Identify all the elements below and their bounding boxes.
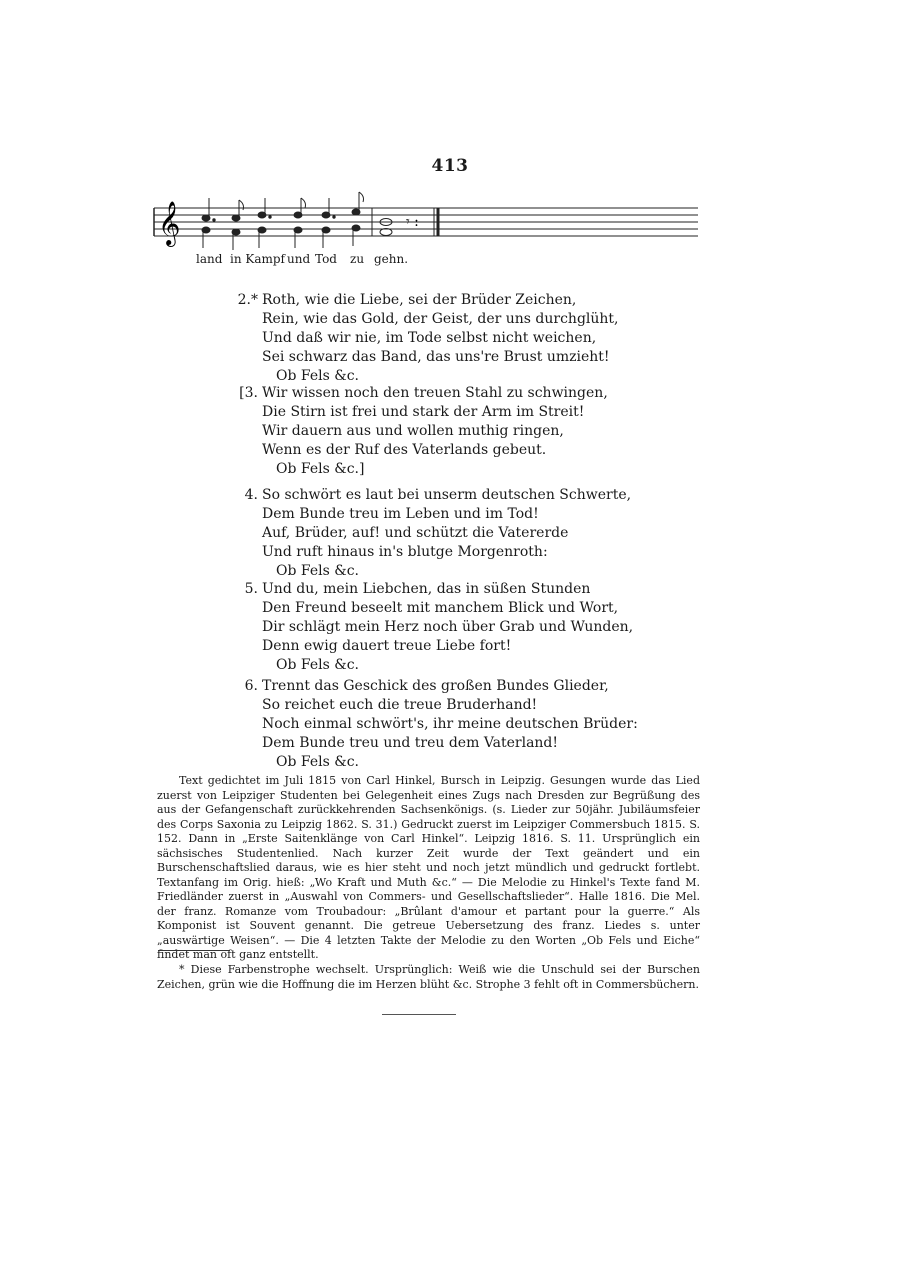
verse-line: Auf, Brüder, auf! und schützt die Vatererde — [262, 525, 569, 541]
verse-line: Denn ewig dauert treue Liebe fort! — [262, 638, 512, 654]
verse-line: Und ruft hinaus in's blutge Morgenroth: — [262, 544, 548, 560]
verse-refrain: Ob Fels &c. — [276, 754, 359, 770]
editorial-note — [157, 774, 700, 963]
verse-line: Dir schlägt mein Herz noch über Grab und Wunden, — [262, 619, 634, 635]
stanza-number: 2.* — [237, 292, 258, 308]
lyric-syllable: land — [196, 252, 223, 266]
lyric-syllable: in Kampf — [230, 252, 286, 266]
svg-text:𝄾 :: 𝄾 : — [406, 214, 419, 230]
verse-line: Den Freund beseelt mit manchem Blick und Wort, — [262, 600, 619, 616]
end-divider — [382, 1014, 456, 1015]
verse-refrain: Ob Fels &c. — [276, 563, 359, 579]
stanza-number: 6. — [244, 678, 258, 694]
lyric-syllable: und — [287, 252, 311, 266]
footnote-divider — [158, 950, 230, 951]
editorial-note-text: Text gedichtet im Juli 1815 von Carl Hinkel, Bursch in Leipzig. Gesungen wurde das Lied zuerst von Leipziger Studenten bei Gelegenheit eines Zugs nach Dresden zur Begrüßung des aus der Gefangenschaft zurückkehrenden Sachsenkönigs. (s. Lieder zur 50jähr. Jubiläumsfeier des Corps Saxonia zu Leipzig 1862. S. 31.) Gedruckt zuerst im Leipziger Commersbuch 1815. S. 152. Dann in „Erste Saitenklänge von Carl Hinkel“. Leipzig 1816. S. 11. Ursprünglich ein sächsisches Studentenlied. Nach kurzer Zeit wurde der Text geändert und ein Burschenschaftslied daraus, wie es hier steht und noch jetzt mündlich und gedruckt fortlebt. Textanfang im Orig. hieß: „Wo Kraft und Muth &c.“ — Die Melodie zu Hinkel's Texte fand M. Friedländer zuerst in „Auswahl von Commers- und Gesellschaftslieder“. Halle 1816. Die Mel. der franz. Romanze vom Troubadour: „Brûlant d'amour et partant pour la guerre.“ Als Komponist ist Souvent genannt. Die getreue Uebersetzung des franz. Liedes s. unter „auswärtige Weisen“. — Die 4 letzten Takte der Melodie zu den Worten „Ob Fels und Eiche“ findet man oft ganz entstellt. — [157, 774, 700, 961]
verse-line: Die Stirn ist frei und stark der Arm im Streit! — [262, 404, 585, 420]
stanza — [237, 291, 619, 386]
stanza-number: [3. — [239, 385, 258, 401]
stanza-number: 4. — [244, 487, 258, 503]
verse-refrain: Ob Fels &c. — [276, 657, 359, 673]
verse-line: Noch einmal schwört's, ihr meine deutschen Brüder: — [262, 716, 638, 732]
verse-refrain: Ob Fels &c. — [276, 368, 359, 384]
verse-line: So reichet euch die treue Bruderhand! — [262, 697, 538, 713]
verse-line: Und du, mein Liebchen, das in süßen Stunden — [262, 581, 591, 597]
verse-line: Rein, wie das Gold, der Geist, der uns durchglüht, — [262, 311, 619, 327]
treble-clef: 𝄞 — [158, 201, 181, 245]
page-number: 413 — [431, 156, 469, 176]
verse-refrain: Ob Fels &c.] — [276, 461, 365, 477]
footnote — [157, 962, 700, 992]
stanza-number: 5. — [244, 581, 258, 597]
lyric-syllable: gehn. — [374, 252, 409, 266]
verse-line: Dem Bunde treu und treu dem Vaterland! — [262, 735, 559, 751]
verse-line: Wenn es der Ruf des Vaterlands gebeut. — [262, 442, 547, 458]
stanza — [239, 384, 608, 479]
stanza — [244, 486, 632, 581]
stanza — [244, 580, 634, 675]
verse-line: Roth, wie die Liebe, sei der Brüder Zeichen, — [262, 292, 577, 308]
verse-line: Wir wissen noch den treuen Stahl zu schwingen, — [262, 385, 608, 401]
stanza — [244, 677, 638, 772]
verse-line: So schwört es laut bei unserm deutschen Schwerte, — [262, 487, 632, 503]
verse-line: Sei schwarz das Band, das uns're Brust umzieht! — [262, 349, 610, 365]
footnote-text: * Diese Farbenstrophe wechselt. Ursprünglich: Weiß wie die Unschuld sei der Burschen Zeichen, grün wie die Hoffnung die im Herzen blüht &c. Strophe 3 fehlt oft in Commersbüchern. — [157, 963, 700, 991]
lyric-syllable: zu — [350, 252, 365, 266]
lyric-syllable: Tod — [315, 252, 337, 266]
verse-line: Und daß wir nie, im Tode selbst nicht weichen, — [262, 330, 597, 346]
verse-line: Dem Bunde treu im Leben und im Tod! — [262, 506, 539, 522]
verse-line: Wir dauern aus und wollen muthig ringen, — [262, 423, 564, 439]
verse-line: Trennt das Geschick des großen Bundes Glieder, — [262, 678, 609, 694]
